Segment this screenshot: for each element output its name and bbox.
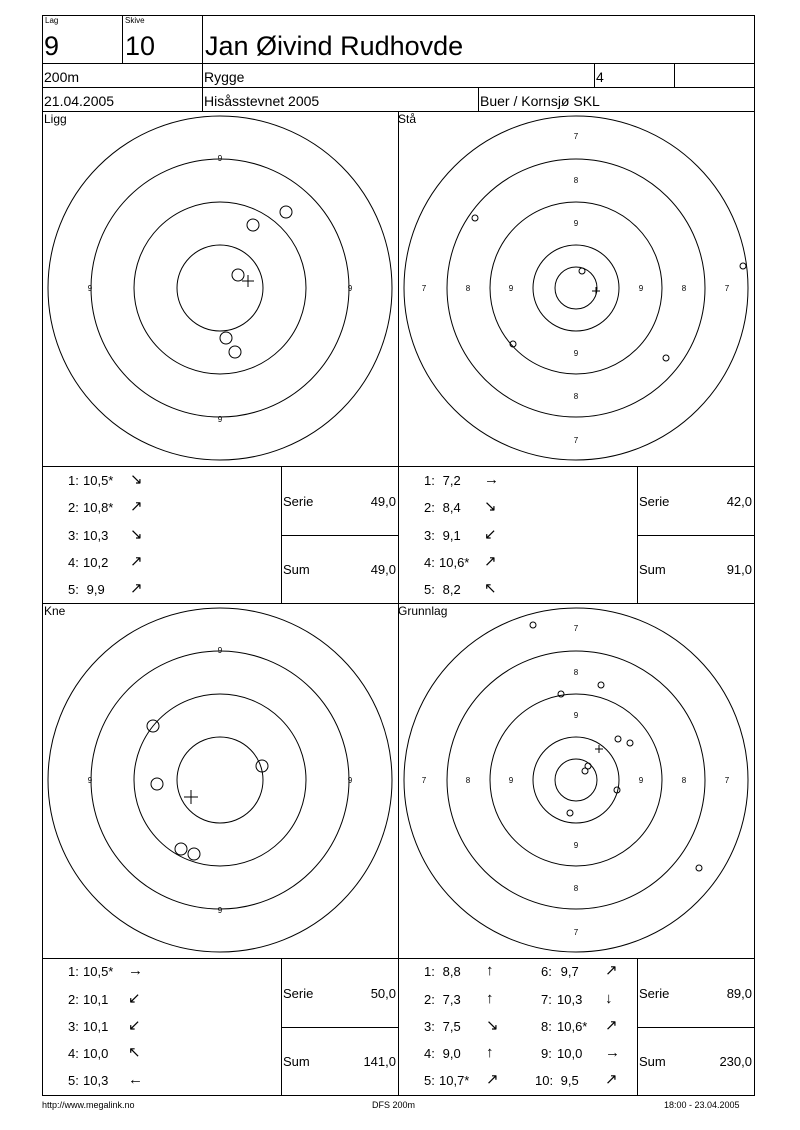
shot-direction-icon: ↖ <box>484 580 497 597</box>
ring-label-7: 7 <box>573 624 579 633</box>
shot-direction-icon: ↗ <box>605 1071 618 1088</box>
shot-value: 7,5 <box>439 1019 461 1034</box>
shot-direction-icon: ↘ <box>130 471 143 488</box>
ring-label-8: 8 <box>681 776 687 785</box>
shot-number: 1: <box>424 473 435 488</box>
ring-label-8: 8 <box>465 776 471 785</box>
shot-number: 1: <box>68 964 79 979</box>
shot-number: 9: <box>541 1046 552 1061</box>
ring-label-9: 9 <box>638 776 644 785</box>
club: Buer / Kornsjø SKL <box>480 93 600 109</box>
shooter-name: Jan Øivind Rudhovde <box>205 31 464 61</box>
ring-label: 9 <box>347 776 353 785</box>
shot-direction-icon: ↗ <box>130 580 143 597</box>
shot-value: 9,0 <box>439 1046 461 1061</box>
ring-label: 9 <box>347 284 353 293</box>
ring-label-7: 7 <box>421 284 427 293</box>
serie-label: Serie <box>639 494 670 509</box>
ring-label-8: 8 <box>573 392 579 401</box>
shot-number: 3: <box>68 528 79 543</box>
ring-label-7: 7 <box>421 776 427 785</box>
shot-direction-icon: ↗ <box>484 553 497 570</box>
target-staa <box>401 116 751 461</box>
serie-label: Serie <box>639 986 670 1001</box>
ring-label-9: 9 <box>573 349 579 358</box>
ring-label: 9 <box>217 415 223 424</box>
target-title-staa: Stå <box>398 112 417 126</box>
shot-value: 9,1 <box>439 528 461 543</box>
ring-label-7: 7 <box>724 284 730 293</box>
ring-label-8: 8 <box>573 884 579 893</box>
ring-label-9: 9 <box>573 841 579 850</box>
skive-label: Skive <box>125 16 145 25</box>
ring-label: 9 <box>217 646 223 655</box>
shot-direction-icon: ↘ <box>130 526 143 543</box>
ring-label-9: 9 <box>573 219 579 228</box>
shot-value: 7,3 <box>439 992 461 1007</box>
shot-number: 3: <box>424 528 435 543</box>
shot-number: 5: <box>424 1073 435 1088</box>
shot-direction-icon: ↘ <box>486 1017 499 1034</box>
target-title-kne: Kne <box>44 604 66 618</box>
shot-value: 8,8 <box>439 964 461 979</box>
ring-label-8: 8 <box>681 284 687 293</box>
ring-label-9: 9 <box>508 284 514 293</box>
target-title-grunnlag: Grunnlag <box>398 604 448 618</box>
shot-value: 10,5* <box>83 964 114 979</box>
sum-label: Sum <box>283 1054 310 1069</box>
lag-value: 9 <box>44 31 60 61</box>
shot-direction-icon: ↓ <box>605 990 613 1007</box>
shot-value: 10,3 <box>557 992 583 1007</box>
footer-url[interactable]: http://www.megalink.no <box>42 1100 135 1110</box>
ring-label-7: 7 <box>573 436 579 445</box>
ring-label-7: 7 <box>573 132 579 141</box>
shot-direction-icon: ↗ <box>130 498 143 515</box>
footer-program: DFS 200m <box>372 1100 416 1110</box>
place: Rygge <box>204 69 245 85</box>
shot-number: 4: <box>424 1046 435 1061</box>
ring-label-9: 9 <box>638 284 644 293</box>
skive-value: 10 <box>125 31 156 61</box>
shot-value: 10,0 <box>557 1046 583 1061</box>
shot-direction-icon: → <box>128 962 143 979</box>
target-ligg <box>45 116 395 461</box>
shot-direction-icon: ↗ <box>486 1071 499 1088</box>
shot-number: 5: <box>424 582 435 597</box>
ring-label: 9 <box>87 284 93 293</box>
shot-direction-icon: ↗ <box>605 962 618 979</box>
shot-number: 4: <box>68 555 79 570</box>
ring-label-9: 9 <box>573 711 579 720</box>
shot-value: 10,2 <box>83 555 109 570</box>
shot-value: 10,3 <box>83 1073 109 1088</box>
serie-value: 50,0 <box>370 986 396 1001</box>
shot-value: 9,5 <box>557 1073 579 1088</box>
serie-value: 49,0 <box>370 494 396 509</box>
shot-number: 1: <box>424 964 435 979</box>
shot-value: 9,9 <box>83 582 105 597</box>
ring-label-7: 7 <box>724 776 730 785</box>
serie-label: Serie <box>283 986 314 1001</box>
shot-direction-icon: ↑ <box>486 1044 494 1061</box>
shot-value: 10,5* <box>83 473 114 488</box>
shot-value: 10,1 <box>83 992 109 1007</box>
shot-value: 7,2 <box>439 473 461 488</box>
shot-number: 3: <box>424 1019 435 1034</box>
shot-number: 2: <box>424 500 435 515</box>
serie-value: 42,0 <box>726 494 752 509</box>
shot-value: 8,4 <box>439 500 461 515</box>
class-value: 4 <box>596 69 604 85</box>
shot-value: 10,6* <box>439 555 470 570</box>
shot-direction-icon: ↙ <box>128 1017 141 1034</box>
shot-direction-icon: ↙ <box>128 990 141 1007</box>
shot-value: 10,6* <box>557 1019 588 1034</box>
shot-direction-icon: ↑ <box>486 990 494 1007</box>
shot-value: 10,1 <box>83 1019 109 1034</box>
shot-number: 10: <box>535 1073 554 1088</box>
shot-number: 4: <box>424 555 435 570</box>
ring-label: 9 <box>217 154 223 163</box>
ring-label-8: 8 <box>465 284 471 293</box>
shot-value: 10,3 <box>83 528 109 543</box>
shot-direction-icon: ↖ <box>128 1044 141 1061</box>
serie-label: Serie <box>283 494 314 509</box>
shot-number: 5: <box>68 582 79 597</box>
sum-value: 91,0 <box>726 562 752 577</box>
shot-number: 1: <box>68 473 79 488</box>
shot-direction-icon: ← <box>128 1071 143 1088</box>
shot-number: 2: <box>68 500 79 515</box>
shot-value: 10,7* <box>439 1073 470 1088</box>
shot-direction-icon: → <box>484 471 499 488</box>
shot-direction-icon: ↗ <box>130 553 143 570</box>
sum-value: 49,0 <box>370 562 396 577</box>
shot-value: 10,8* <box>83 500 114 515</box>
serie-value: 89,0 <box>726 986 752 1001</box>
target-title-ligg: Ligg <box>44 112 67 126</box>
shot-value: 8,2 <box>439 582 461 597</box>
sum-label: Sum <box>639 562 666 577</box>
shot-value: 10,0 <box>83 1046 109 1061</box>
ring-label-9: 9 <box>508 776 514 785</box>
shot-direction-icon: ↙ <box>484 526 497 543</box>
target-grunnlag <box>401 608 751 953</box>
shot-number: 5: <box>68 1073 79 1088</box>
shot-number: 4: <box>68 1046 79 1061</box>
ring-label-8: 8 <box>573 668 579 677</box>
shot-number: 6: <box>541 964 552 979</box>
shot-number: 2: <box>424 992 435 1007</box>
shot-number: 3: <box>68 1019 79 1034</box>
shot-number: 2: <box>68 992 79 1007</box>
ring-label: 9 <box>87 776 93 785</box>
ring-label: 9 <box>217 906 223 915</box>
sum-value: 230,0 <box>719 1054 752 1069</box>
shot-direction-icon: → <box>605 1044 620 1061</box>
shot-direction-icon: ↗ <box>605 1017 618 1034</box>
shot-number: 8: <box>541 1019 552 1034</box>
shot-direction-icon: ↘ <box>484 498 497 515</box>
target-kne <box>45 608 395 953</box>
shot-value: 9,7 <box>557 964 579 979</box>
event: Hisåsstevnet 2005 <box>204 93 320 109</box>
sum-value: 141,0 <box>363 1054 396 1069</box>
sum-label: Sum <box>283 562 310 577</box>
shot-direction-icon: ↑ <box>486 962 494 979</box>
shot-number: 7: <box>541 992 552 1007</box>
lag-label: Lag <box>45 16 59 25</box>
footer-timestamp: 18:00 - 23.04.2005 <box>664 1100 740 1110</box>
sum-label: Sum <box>639 1054 666 1069</box>
ring-label-8: 8 <box>573 176 579 185</box>
ring-label-7: 7 <box>573 928 579 937</box>
distance: 200m <box>44 69 80 85</box>
date: 21.04.2005 <box>44 93 115 109</box>
